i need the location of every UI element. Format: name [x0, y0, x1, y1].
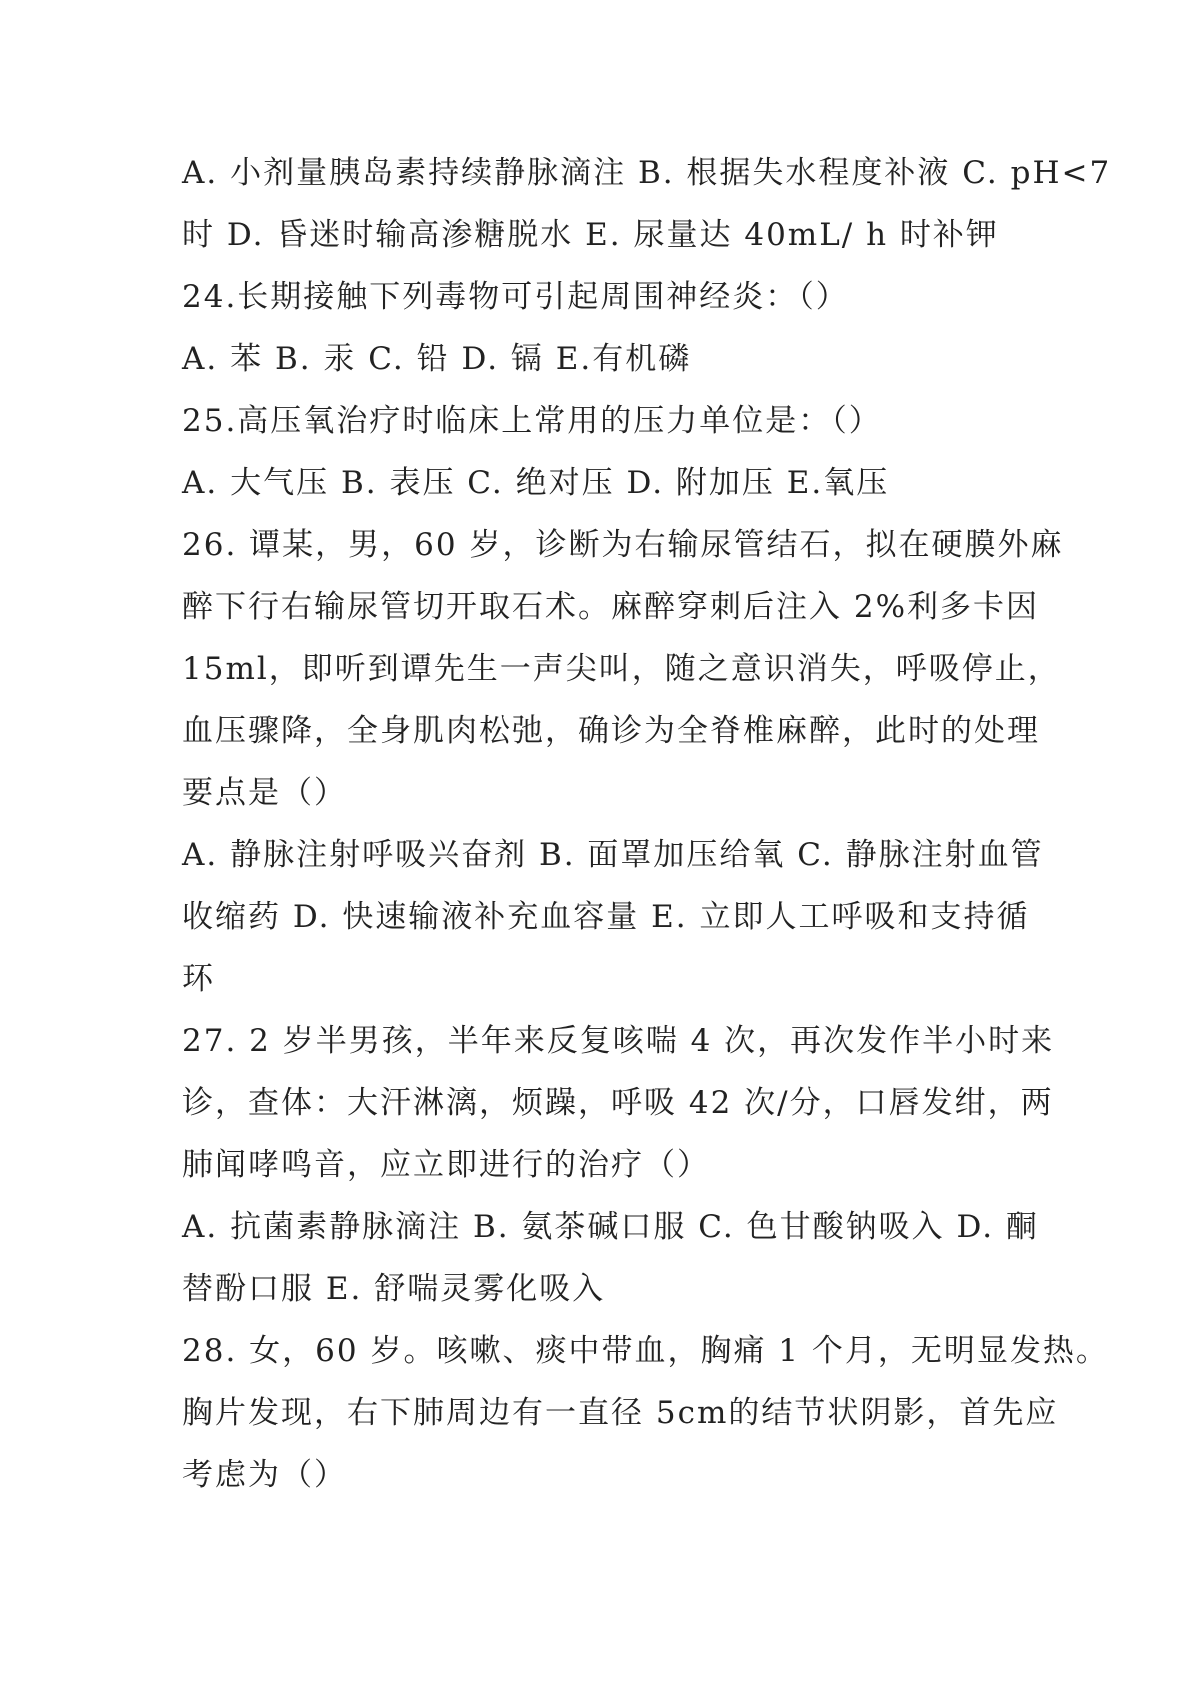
- text-line: 肺闻哮鸣音，应立即进行的治疗（）: [182, 1147, 710, 1183]
- text-line: 15ml，即听到谭先生一声尖叫，随之意识消失，呼吸停止，: [182, 651, 1061, 687]
- text-line: 醉下行右输尿管切开取石术。麻醉穿刺后注入 2%利多卡因: [182, 589, 1040, 625]
- text-line: 环: [182, 961, 215, 997]
- text-line: 胸片发现，右下肺周边有一直径 5cm的结节状阴影，首先应: [182, 1395, 1059, 1431]
- question-24-options: A. 苯 B. 汞 C. 铅 D. 镉 E.有机磷: [182, 341, 692, 377]
- document-body: [182, 142, 1112, 1506]
- question-24: 24.长期接触下列毒物可引起周围神经炎：（）: [182, 279, 849, 315]
- text-line: 考虑为（）: [182, 1457, 347, 1493]
- question-26-options: A. 静脉注射呼吸兴奋剂 B. 面罩加压给氧 C. 静脉注射血管: [182, 837, 1044, 873]
- question-26: 26. 谭某，男，60 岁，诊断为右输尿管结石，拟在硬膜外麻: [182, 527, 1064, 563]
- text-line: A. 小剂量胰岛素持续静脉滴注 B. 根据失水程度补液 C. pH<7: [182, 155, 1112, 191]
- question-25: 25.高压氧治疗时临床上常用的压力单位是：（）: [182, 403, 882, 439]
- text-line: 要点是（）: [182, 775, 347, 811]
- text-line: 诊，查体：大汗淋漓，烦躁，呼吸 42 次/分，口唇发绀，两: [182, 1085, 1054, 1121]
- text-line: 收缩药 D. 快速输液补充血容量 E. 立即人工呼吸和支持循: [182, 899, 1030, 935]
- question-27-options: A. 抗菌素静脉滴注 B. 氨茶碱口服 C. 色甘酸钠吸入 D. 酮: [182, 1209, 1039, 1245]
- question-25-options: A. 大气压 B. 表压 C. 绝对压 D. 附加压 E.氧压: [182, 465, 890, 501]
- question-27: 27. 2 岁半男孩，半年来反复咳喘 4 次，再次发作半小时来: [182, 1023, 1055, 1059]
- text-line: 时 D. 昏迷时输高渗糖脱水 E. 尿量达 40mL/ h 时补钾: [182, 217, 999, 253]
- question-28: 28. 女，60 岁。咳嗽、痰中带血，胸痛 1 个月，无明显发热。: [182, 1333, 1109, 1369]
- text-line: 血压骤降，全身肌肉松弛，确诊为全脊椎麻醉，此时的处理: [182, 713, 1040, 749]
- text-line: 替酚口服 E. 舒喘灵雾化吸入: [182, 1271, 606, 1307]
